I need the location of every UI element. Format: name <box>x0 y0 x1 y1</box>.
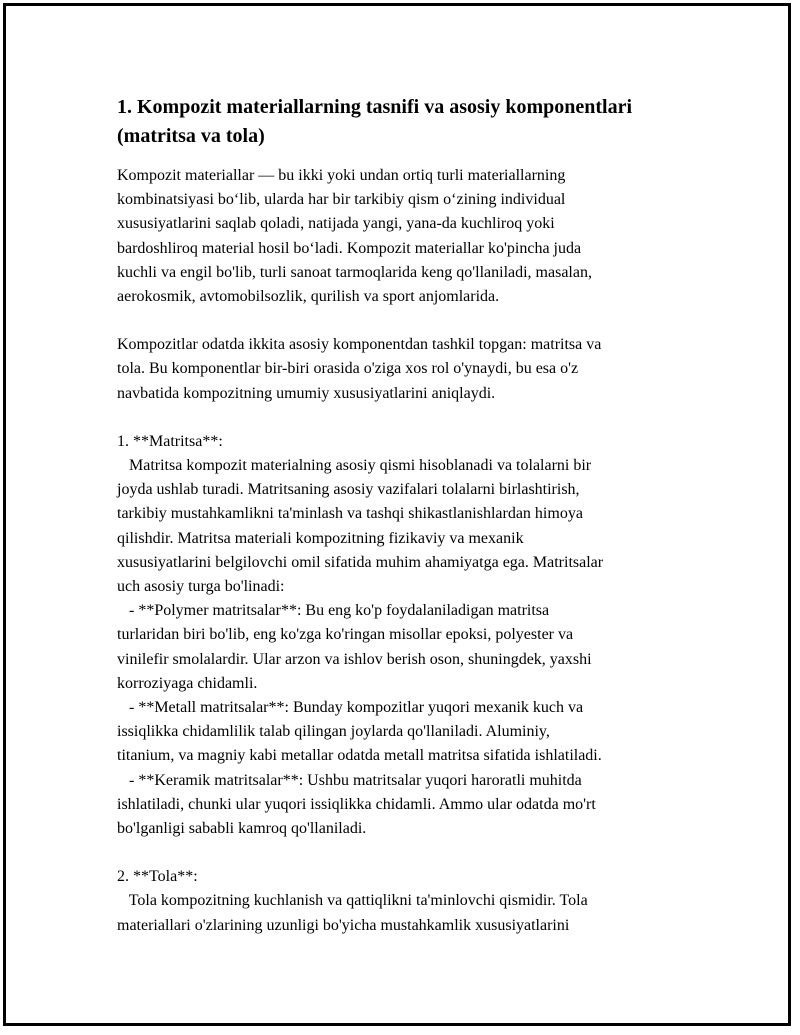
text-line: tola. Bu komponentlar bir-biri orasida o'ziga xos rol o'ynaydi, bu esa o'z <box>117 360 579 378</box>
document-body <box>117 93 687 938</box>
text-line: turlaridan biri bo'lib, eng ko'zga ko'ringan misollar epoksi, polyester va <box>117 626 574 644</box>
section-heading: 1. **Matritsa**: <box>117 432 223 450</box>
text-line: ishlatiladi, chunki ular yuqori issiqlikka chidamli. Ammo ular odatda mo'rt <box>117 795 596 813</box>
text-line: bo'lganligi sababli kamroq qo'llaniladi. <box>117 820 367 838</box>
text-line: xususiyatlarini saqlab qoladi, natijada yangi, yana-da kuchliroq yoki <box>117 215 555 233</box>
paragraph-gap <box>117 309 687 333</box>
text-line: titanium, va magniy kabi metallar odatda metall matritsa sifatida ishlatiladi. <box>117 747 602 765</box>
matrix-section <box>117 430 687 841</box>
text-line: bardoshliroq material hosil bo‘ladi. Kompozit materiallar ko'pincha juda <box>117 239 582 257</box>
text-line: vinilefir smolalardir. Ular arzon va ishlov berish oson, shuningdek, yaxshi <box>117 650 592 668</box>
list-item-polymer: - **Polymer matritsalar**: Bu eng ko'p foydalaniladigan matritsa <box>117 602 550 620</box>
intro-paragraph <box>117 164 687 309</box>
text-line: korroziyaga chidamli. <box>117 674 258 692</box>
text-line: navbatida kompozitning umumiy xususiyatlarini aniqlaydi. <box>117 384 496 402</box>
text-line: Matritsa kompozit materialning asosiy qismi hisoblanadi va tolalarni bir <box>117 457 592 475</box>
title-line: 1. Kompozit materiallarning tasnifi va asosiy komponentlari <box>117 96 632 118</box>
text-line: kuchli va engil bo'lib, turli sanoat tarmoqlarida keng qo'llaniladi, masalan, <box>117 263 592 281</box>
title-line: (matritsa va tola) <box>117 125 265 147</box>
text-line: issiqlikka chidamlilik talab qilingan joylarda qo'llaniladi. Aluminiy, <box>117 723 550 741</box>
text-line: Kompozitlar odatda ikkita asosiy komponentdan tashkil topgan: matritsa va <box>117 336 602 354</box>
text-line: joyda ushlab turadi. Matritsaning asosiy vazifalari tolalarni birlashtirish, <box>117 481 580 499</box>
text-line: tarkibiy mustahkamlikni ta'minlash va tashqi shikastlanishlardan himoya <box>117 505 583 523</box>
section-heading: 2. **Tola**: <box>117 868 198 886</box>
text-line: Tola kompozitning kuchlanish va qattiqlikni ta'minlovchi qismidir. Tola <box>117 892 588 910</box>
components-paragraph <box>117 333 687 406</box>
text-line: materiallari o'zlarining uzunligi bo'yicha mustahkamlik xususiyatlarini <box>117 916 570 934</box>
document-title <box>117 93 687 151</box>
list-item-metal: - **Metall matritsalar**: Bunday kompozitlar yuqori mexanik kuch va <box>117 699 584 717</box>
text-line: uch asosiy turga bo'linadi: <box>117 578 285 596</box>
text-line: qilishdir. Matritsa materiali kompozitning fizikaviy va mexanik <box>117 529 524 547</box>
text-line: kombinatsiyasi bo‘lib, ularda har bir tarkibiy qism o‘zining individual <box>117 191 566 209</box>
list-item-ceramic: - **Keramik matritsalar**: Ushbu matritsalar yuqori haroratli muhitda <box>117 771 582 789</box>
text-line: aerokosmik, avtomobilsozlik, qurilish va sport anjomlarida. <box>117 288 500 306</box>
paragraph-gap <box>117 841 687 865</box>
paragraph-gap <box>117 406 687 430</box>
text-line: xususiyatlarini belgilovchi omil sifatida muhim ahamiyatga ega. Matritsalar <box>117 553 604 571</box>
fiber-section <box>117 865 687 938</box>
text-line: Kompozit materiallar — bu ikki yoki undan ortiq turli materiallarning <box>117 167 566 184</box>
